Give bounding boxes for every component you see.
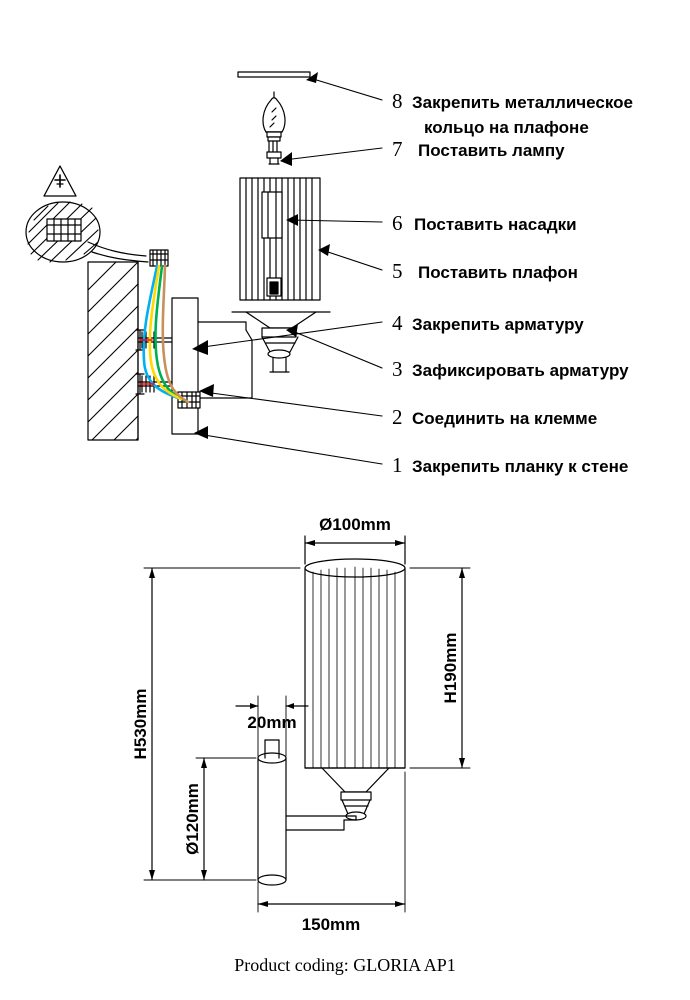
wall-plate-outline [258, 740, 286, 885]
wall-bracket-part [172, 298, 252, 434]
step-label-4: Закрепить арматуру [412, 315, 584, 334]
dim-label-depth: 150mm [301, 915, 361, 934]
terminal-block-top [150, 250, 168, 266]
junction-box-detail [26, 202, 148, 262]
dimension-drawing [0, 500, 690, 960]
step-number-5: 5 [392, 259, 403, 283]
step-label-8-line1: Закрепить металлическое [412, 93, 633, 112]
step-label-8-line2: кольцо на плафоне [424, 118, 589, 137]
dim-label-total-height: H530mm [131, 688, 150, 760]
step-number-6: 6 [392, 211, 403, 235]
dim-label-bracket-diameter: Ø120mm [183, 783, 202, 855]
dim-label-bracket-width: 20mm [247, 713, 297, 732]
step-label-2: Соединить на клемме [412, 409, 598, 428]
step-number-3: 3 [392, 357, 403, 381]
metal-ring-part [238, 72, 310, 77]
step-label-1: Закрепить планку к стене [412, 457, 629, 476]
step-number-7: 7 [392, 137, 403, 161]
step-label-7: Поставить лампу [418, 141, 565, 160]
lamp-bulb-part [263, 92, 285, 164]
lamp-shade-part [240, 178, 320, 300]
dim-label-shade-height: H190mm [441, 632, 460, 704]
shade-outline [305, 559, 405, 768]
warning-triangle-icon [44, 166, 76, 196]
product-coding-label: Product coding: GLORIA AP1 [234, 955, 456, 975]
step-label-3: Зафиксировать арматуру [412, 361, 629, 380]
step-label-6: Поставить насадки [414, 215, 577, 234]
step-number-1: 1 [392, 453, 403, 477]
dim-label-shade-diameter: Ø100mm [319, 515, 391, 534]
step-number-2: 2 [392, 405, 403, 429]
armature-part [232, 312, 330, 372]
armature-outline [322, 768, 389, 820]
arm-outline [285, 816, 356, 830]
dim-shade-height [410, 568, 470, 768]
step-number-8: 8 [392, 89, 403, 113]
step-number-4: 4 [392, 311, 403, 335]
step-label-5: Поставить плафон [418, 263, 578, 282]
dim-bracket-diameter [196, 758, 256, 880]
